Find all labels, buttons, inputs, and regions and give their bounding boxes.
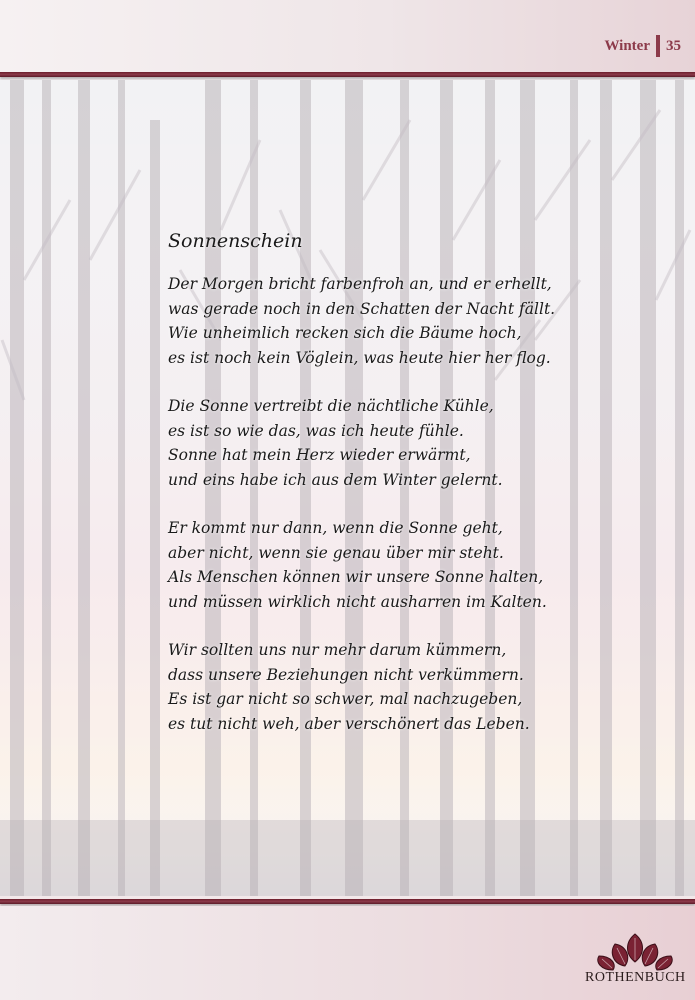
leaf-cluster-icon bbox=[585, 932, 685, 972]
stanza bbox=[168, 272, 648, 370]
poem-line: Es ist gar nicht so schwer, mal nachzugeben, bbox=[168, 690, 523, 708]
poem-line: Der Morgen bricht farbenfroh an, und er erhellt, bbox=[168, 275, 552, 293]
poem-line: dass unsere Beziehungen nicht verkümmern. bbox=[168, 665, 524, 684]
poem-line: Wir sollten uns nur mehr darum kümmern, bbox=[168, 641, 507, 659]
running-header bbox=[604, 34, 681, 58]
section-title: Winter bbox=[604, 37, 650, 54]
header-band bbox=[0, 0, 695, 72]
stanza bbox=[168, 516, 648, 614]
page-number: 35 bbox=[666, 37, 681, 54]
poem bbox=[168, 228, 648, 760]
poem-line: Als Menschen können wir unsere Sonne halten, bbox=[168, 568, 544, 586]
poem-title: Sonnenschein bbox=[168, 230, 303, 252]
poem-line: und müssen wirklich nicht ausharren im Kalten. bbox=[168, 592, 547, 611]
stanza bbox=[168, 638, 648, 736]
top-rule bbox=[0, 72, 695, 77]
poem-line: Sonne hat mein Herz wieder erwärmt, bbox=[168, 446, 471, 464]
poem-line: und eins habe ich aus dem Winter gelernt. bbox=[168, 470, 503, 489]
logo-wordmark: ROTHENBUCH bbox=[585, 970, 686, 985]
stanza bbox=[168, 394, 648, 492]
poem-line: es ist so wie das, was ich heute fühle. bbox=[168, 421, 464, 440]
bottom-rule bbox=[0, 899, 695, 904]
poem-line: aber nicht, wenn sie genau über mir steht. bbox=[168, 543, 504, 562]
poem-line: was gerade noch in den Schatten der Nacht fällt. bbox=[168, 299, 556, 318]
poem-line: Die Sonne vertreibt die nächtliche Kühle, bbox=[168, 397, 494, 415]
header-separator bbox=[656, 35, 660, 57]
rothenbuch-logo bbox=[585, 932, 685, 994]
poem-line: Wie unheimlich recken sich die Bäume hoch, bbox=[168, 324, 522, 342]
poem-line: es tut nicht weh, aber verschönert das Leben. bbox=[168, 714, 530, 733]
poem-line: es ist noch kein Vöglein, was heute hier her flog. bbox=[168, 348, 551, 367]
poem-line: Er kommt nur dann, wenn die Sonne geht, bbox=[168, 519, 503, 537]
